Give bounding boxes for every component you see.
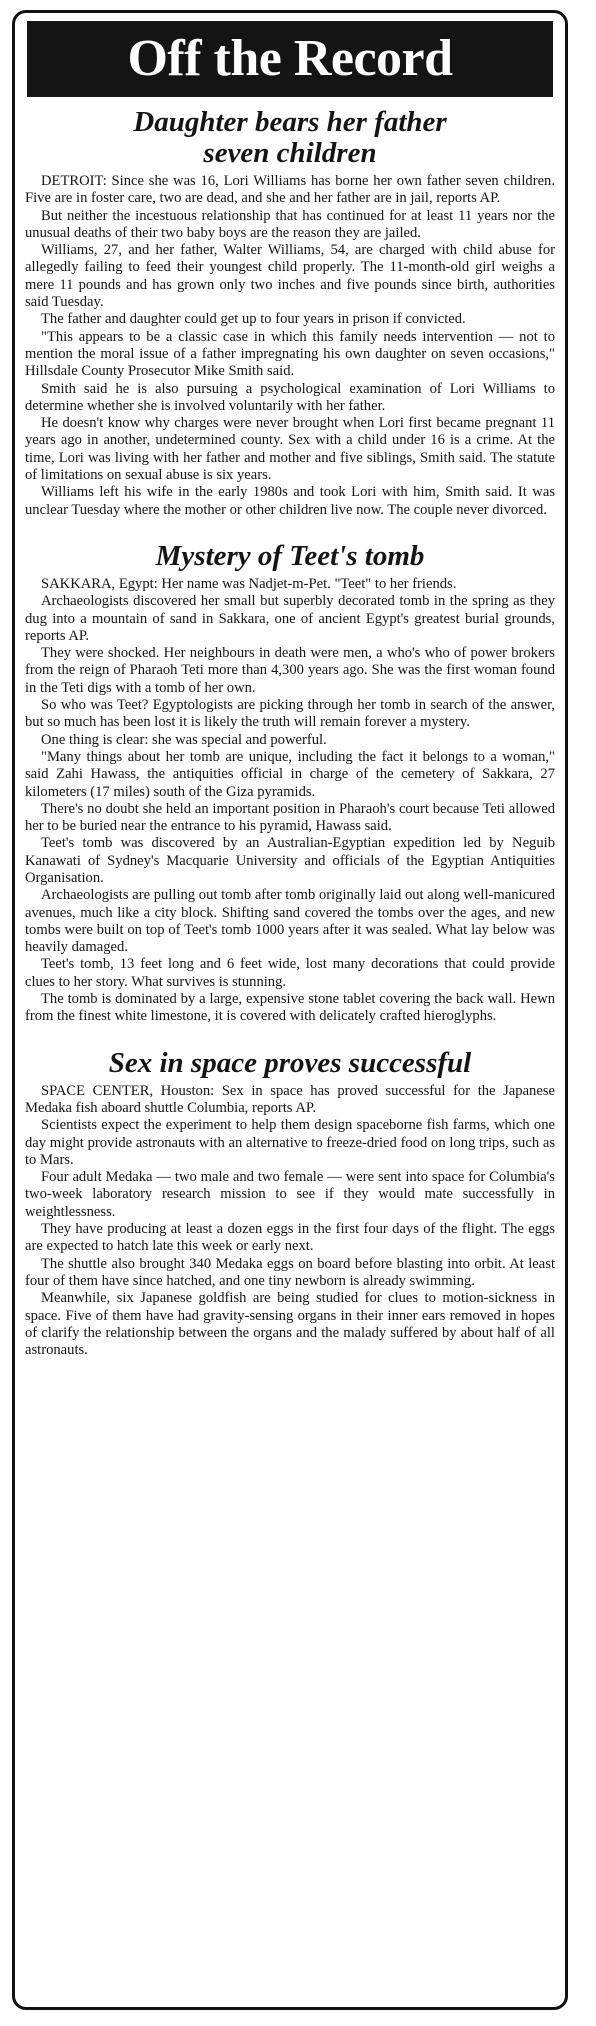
story-2-paragraph: The tomb is dominated by a large, expensive stone tablet covering the back wall. Hewn from the finest white limestone, it is covered with delicately crafted hieroglyphs. xyxy=(25,991,555,1025)
story-1-paragraph: Williams left his wife in the early 1980s and took Lori with him, Smith said. It was unclear Tuesday where the mother or other children live now. The couple never divorced. xyxy=(25,484,555,518)
story-3-body xyxy=(25,1083,555,1360)
story-2-paragraph: So who was Teet? Egyptologists are picking through her tomb in search of the answer, but so much has been lost it is likely the truth will remain forever a mystery. xyxy=(25,697,555,731)
story-3-paragraph: Four adult Medaka — two male and two female — were sent into space for Columbia's two-week laboratory research mission to see if they would mate successfully in weightlessness. xyxy=(25,1169,555,1220)
story-3-paragraph: Meanwhile, six Japanese goldfish are being studied for clues to motion-sickness in space. Five of them have had gravity-sensing organs in their inner ears removed in hopes of clarify the relationship between the organs and the malady suffered by about half of all astronauts. xyxy=(25,1290,555,1359)
story-2-paragraph: One thing is clear: she was special and powerful. xyxy=(41,731,327,748)
story-3-headline xyxy=(29,1048,551,1079)
story-2-paragraph: Teet's tomb, 13 feet long and 6 feet wide, lost many decorations that could provide clues to her story. What survives is stunning. xyxy=(25,956,555,990)
story-2-body xyxy=(25,576,555,1026)
story-2-paragraph: "Many things about her tomb are unique, including the fact it belongs to a woman," said Zahi Hawass, the antiquities official in charge of the cemetery of Sakkara, 27 kilometers (17 miles) south of the Giza pyramids. xyxy=(25,748,555,800)
story-1-paragraph: Williams, 27, and her father, Walter Williams, 54, are charged with child abuse for allegedly failing to feed their youngest child properly. The 11-month-old girl weighs a mere 11 pounds and has grown only two inches and five pounds since birth, authorities said Tuesday. xyxy=(25,242,555,311)
story-2-paragraph: There's no doubt she held an important position in Pharaoh's court because Teti allowed her to be buried near the entrance to his pyramid, Hawass said. xyxy=(25,800,555,835)
story-1-body xyxy=(25,173,555,519)
story-3-paragraph: SPACE CENTER, Houston: Sex in space has proved successful for the Japanese Medaka fish aboard shuttle Columbia, reports AP. xyxy=(25,1082,555,1116)
story-2-paragraph: Archaeologists are pulling out tomb after tomb originally laid out along well-manicured avenues, much like a city block. Shifting sand covered the tombs over the ages, and new tombs were built on top of Teet's tomb 1000 years after it was sealed. What lay below was heavily damaged. xyxy=(25,887,555,956)
story-1-headline-line-2: seven children xyxy=(203,137,377,169)
story-2-headline-line-1: Mystery of Teet's tomb xyxy=(155,539,425,572)
story-1-headline-line-1: Daughter bears her father xyxy=(133,106,447,138)
story-3-paragraph: They have producing at least a dozen eggs in the first four days of the flight. The eggs are expected to hatch late this week or early next. xyxy=(25,1221,555,1255)
story-3-paragraph: The shuttle also brought 340 Medaka eggs on board before blasting into orbit. At least four of them have since hatched, and one tiny newborn is already swimming. xyxy=(25,1255,555,1289)
story-2-headline xyxy=(29,541,551,572)
story-1-headline xyxy=(29,107,551,169)
story-1-paragraph: "This appears to be a classic case in which this family needs intervention — not to mention the moral issue of a father impregnating his own daughter on seven occasions," Hillsdale County Prosecutor Mike Smith said. xyxy=(25,328,555,380)
column-banner: Off the Record xyxy=(27,21,553,97)
story-1-paragraph: The father and daughter could get up to four years in prison if convicted. xyxy=(41,311,466,328)
story-2-paragraph: SAKKARA, Egypt: Her name was Nadjet-m-Pet. "Teet" to her friends. xyxy=(41,575,457,592)
story-3-paragraph: Scientists expect the experiment to help them design spaceborne fish farms, which one day might provide astronauts with an alternative to freeze-dried food on long trips, such as to Mars. xyxy=(25,1117,555,1168)
story-1-paragraph: He doesn't know why charges were never brought when Lori first became pregnant 11 years ago in another, undetermined county. Sex with a child under 16 is a crime. At the time, Lori was living with her father and mother and five siblings, Smith said. The statute of limitations on sexual abuse is six years. xyxy=(25,415,555,484)
story-2-paragraph: Teet's tomb was discovered by an Australian-Egyptian expedition led by Neguib Kanawati of Sydney's Macquarie University and officials of the Egyptian Antiquities Organisation. xyxy=(25,835,555,886)
story-1-paragraph: Smith said he is also pursuing a psychological examination of Lori Williams to determine whether she is involved voluntarily with her father. xyxy=(25,380,555,414)
story-1-paragraph: But neither the incestuous relationship that has continued for at least 11 years nor the unusual deaths of their two baby boys are the reason they are jailed. xyxy=(25,207,555,241)
story-2-paragraph: Archaeologists discovered her small but superbly decorated tomb in the spring as they dug into a mountain of sand in Sakkara, one of ancient Egypt's greatest burial grounds, reports AP. xyxy=(25,593,555,644)
story-2-paragraph: They were shocked. Her neighbours in death were men, a who's who of power brokers from the reign of Pharaoh Teti more than 4,300 years ago. She was the first woman found in the Teti digs with a tomb of her own. xyxy=(25,645,555,696)
story-1-paragraph: DETROIT: Since she was 16, Lori Williams has borne her own father seven children. Five are in foster care, two are dead, and she and her father are in jail, reports AP. xyxy=(25,173,555,207)
story-3-headline-line-1: Sex in space proves successful xyxy=(108,1046,472,1079)
newspaper-clipping xyxy=(12,10,568,2010)
